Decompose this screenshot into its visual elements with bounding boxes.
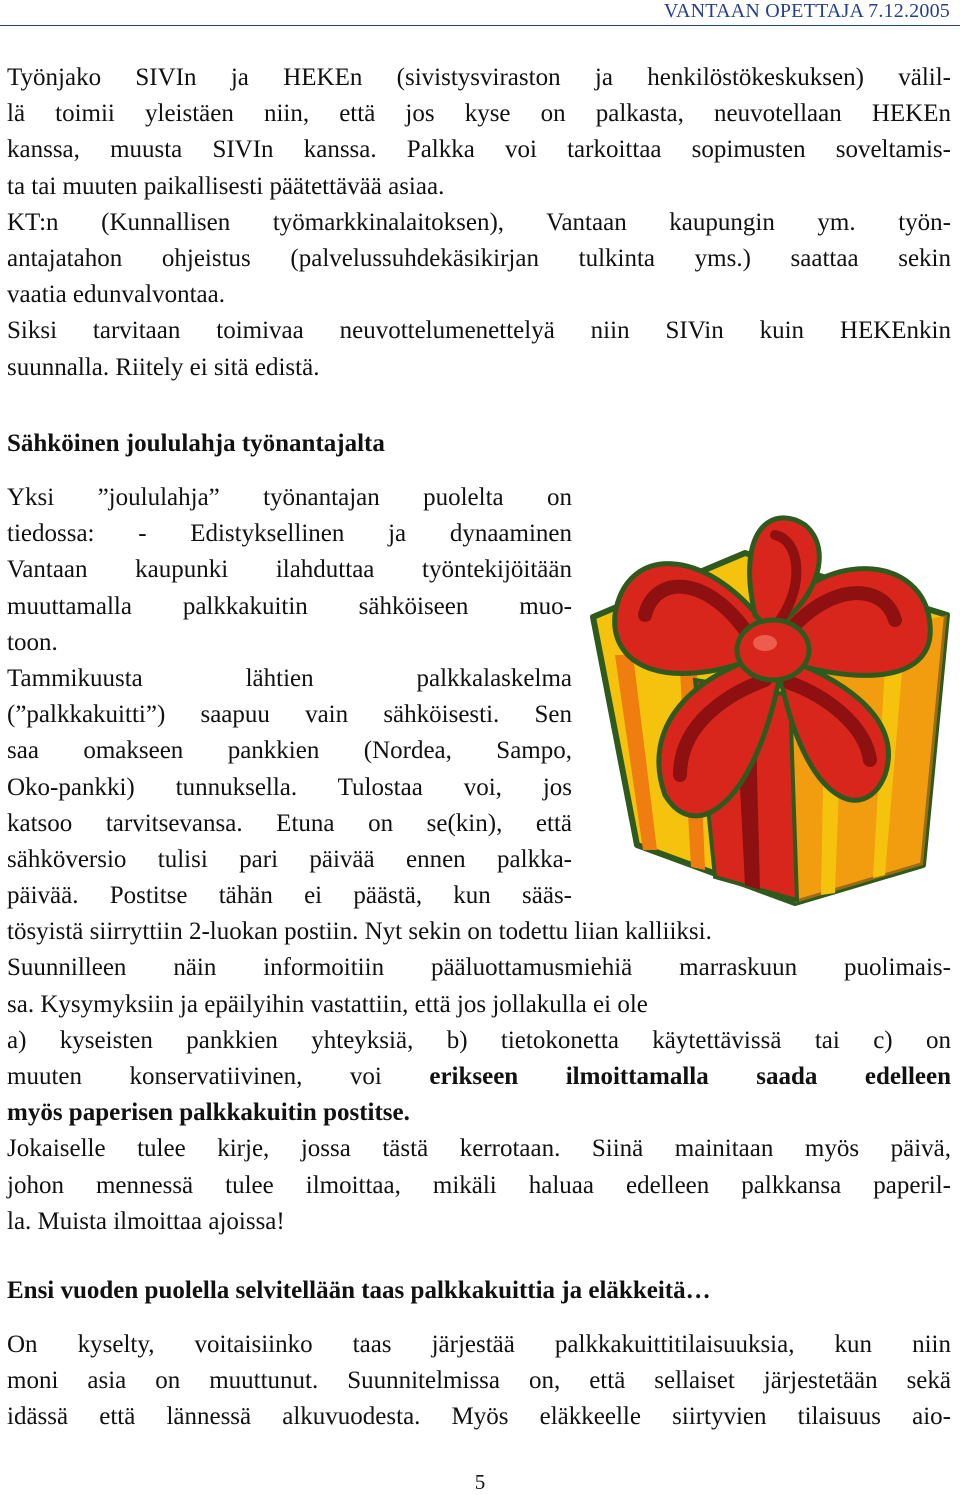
plain-text: muuten konservatiivinen, voi	[7, 1063, 430, 1090]
text-line: Työnjako SIVIn ja HEKEn (sivistysviraston ja henkilöstökeskuksen) välil-	[7, 64, 951, 91]
text-line: Vantaan kaupunki ilahduttaa työntekijöitään	[7, 556, 572, 584]
intro-paragraph	[7, 60, 951, 386]
bold-text: erikseen ilmoittamalla saada edelleen	[429, 1063, 951, 1090]
gift-box-image	[585, 505, 955, 910]
text-line	[7, 1059, 951, 1095]
text-line: Suunnilleen näin informoitiin pääluottamusmiehiä marraskuun puolimais-	[7, 954, 951, 982]
text-line: lä toimii yleistäen niin, että jos kyse on palkasta, neuvotellaan HEKEn	[7, 100, 951, 128]
page-header: VANTAAN OPETTAJA 7.12.2005	[663, 0, 950, 22]
text-line: muuttamalla palkkakuitin sähköiseen muo-	[7, 592, 572, 620]
text-line: a) kyseisten pankkien yhteyksiä, b) tietokonetta käytettävissä tai c) on	[7, 1026, 951, 1054]
page-number: 5	[474, 1470, 486, 1494]
text-line: sa. Kysymyksiin ja epäilyihin vastattiin, että jos jollakulla ei ole	[7, 990, 648, 1018]
text-line: Oko-pankki) tunnuksella. Tulostaa voi, jos	[7, 773, 572, 801]
outro-paragraph	[7, 1327, 951, 1436]
text-line: Yksi ”joululahja” työnantajan puolelta on	[7, 484, 572, 511]
text-line: Siksi tarvitaan toimivaa neuvottelumenettelyä niin SIVin kuin HEKEnkin	[7, 317, 951, 345]
text-line: moni asia on muuttunut. Suunnitelmissa on, että sellaiset järjestetään sekä	[7, 1367, 951, 1395]
text-line	[7, 1095, 951, 1131]
text-line: Tammikuusta lähtien palkkalaskelma	[7, 664, 572, 692]
text-line: (”palkkakuitti”) saapuu vain sähköisesti. Sen	[7, 701, 572, 729]
text-line: ta tai muuten paikallisesti päätettävää asiaa.	[7, 172, 445, 200]
text-line: tösyistä siirryttiin 2-luokan postiin. Nyt sekin on todettu liian kalliiksi.	[7, 918, 712, 946]
text-line: toon.	[7, 628, 58, 656]
text-line: katsoo tarvitsevansa. Etuna on se(kin), että	[7, 809, 572, 837]
text-line: Jokaiselle tulee kirje, jossa tästä kerrotaan. Siinä mainitaan myös päivä,	[7, 1135, 951, 1163]
section-heading: Sähköinen joululahja työnantajalta	[7, 430, 385, 457]
header-rule	[0, 25, 960, 26]
bold-text: myös paperisen palkkakuitin postitse.	[7, 1099, 410, 1127]
text-line: kanssa, muusta SIVIn kanssa. Palkka voi tarkoittaa sopimusten soveltamis-	[7, 136, 951, 164]
text-line: antajatahon ohjeistus (palvelussuhdekäsikirjan tulkinta yms.) saattaa sekin	[7, 244, 951, 272]
text-line: tiedossa: - Edistyksellinen ja dynaaminen	[7, 520, 572, 548]
text-line: päivää. Postitse tähän ei päästä, kun sääs-	[7, 882, 572, 910]
section-heading: Ensi vuoden puolella selvitellään taas palkkakuittia ja eläkkeitä…	[7, 1277, 711, 1304]
text-line: la. Muista ilmoittaa ajoissa!	[7, 1207, 285, 1235]
text-line: KT:n (Kunnallisen työmarkkinalaitoksen), Vantaan kaupungin ym. työn-	[7, 208, 951, 236]
text-line: vaatia edunvalvontaa.	[7, 281, 225, 309]
text-line: sähköversio tulisi pari päivää ennen palkka-	[7, 845, 572, 873]
text-line: idässä että lännessä alkuvuodesta. Myös eläkkeelle siirtyvien tilaisuus aio-	[7, 1403, 951, 1431]
text-line: On kyselty, voitaisiinko taas järjestää palkkakuittitilaisuuksia, kun niin	[7, 1331, 951, 1358]
text-line: saa omakseen pankkien (Nordea, Sampo,	[7, 737, 572, 765]
text-line: suunnalla. Riitely ei sitä edistä.	[7, 353, 320, 381]
text-line: johon mennessä tulee ilmoittaa, mikäli haluaa edelleen palkkansa paperil-	[7, 1171, 951, 1199]
